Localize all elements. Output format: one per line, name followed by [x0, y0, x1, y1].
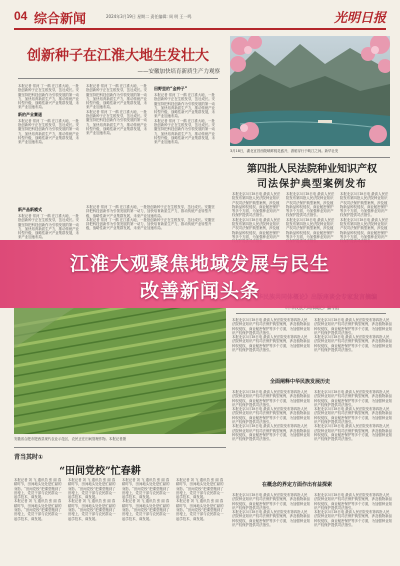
- divider: [232, 157, 390, 158]
- right-body-text: 本报北京3月18日电 最高人民法院发布第四批人民法院种业知识产权司法保护典型案例，涉及植物新品种权侵权、商业秘密保护等多个方面，为加强种业知识产权保护提供司法指引。: [314, 335, 392, 353]
- banner-line-1: 江淮大观聚焦地域发展与民生: [69, 253, 330, 275]
- history-column-1: [232, 390, 310, 476]
- right-body-text: 本报北京3月18日电 最高人民法院发布第四批人民法院种业知识产权司法保护典型案例，涉及植物新品种权侵权、商业秘密保护等多个方面，为加强种业知识产: [232, 217, 281, 239]
- feature-body-text: 本报记者 刘 飞 通讯员 张 丽 春耕时节，田间地头处处是忙碌的身影。“田间党校”把课堂搬到了田埂上，党员干部与农民群众一起学技术、谋发展。: [14, 499, 62, 521]
- lead-body-text: 本报记者 常河 丁一鹤 在江淮大地，一批批创新种子正在生根发芽，茁壮成长。安徽坚持把科技创新作为引领发展的第一动力，加快培育新质生产力，推动传统产业转型升级，战略性新兴产业集群发展，未来产业加速布局。: [86, 205, 215, 218]
- right-body-text: 本报北京3月18日电 最高人民法院发布第四批人民法院种业知识产权司法保护典型案例，涉及植物新品种权侵权、商业秘密保护等多个方面，为加强种业知识产权保护提供司法指引。: [314, 510, 392, 528]
- right-body-text: 本报北京3月18日电 最高人民法院发布第四批人民法院种业知识产权司法保护典型案例，涉及植物新品种权侵权、商业秘密保护等多个方面，为加强种业知识产权保护提供司法指引。: [314, 390, 392, 407]
- banner-line-2: 改善新闻头条: [139, 280, 260, 302]
- right-body-text: 本报北京3月18日电 最高人民法院发布第四批人民法院种业知识产权司法保护典型案例，涉及植物新品种权侵权、商业秘密保护等多个方面，为加强种业知识产权保护提供司法指引。: [314, 318, 392, 335]
- divider: [236, 313, 386, 314]
- feature-body-text: 本报记者 刘 飞 通讯员 张 丽 春耕时节，田间地头处处是忙碌的身影。“田间党校”把课堂搬到了田埂上，党员干部与农民群众一起学技术、谋发展。: [68, 499, 116, 521]
- forum-column-2: [314, 318, 392, 368]
- lead-column-2b: [86, 205, 218, 243]
- feature-column-4: [176, 478, 226, 560]
- lead-subtitle: ——安徽加快培育新质生产力观察: [137, 69, 220, 75]
- page-number: 04: [14, 9, 28, 23]
- right-body-text: 本报北京3月18日电 最高人民法院发布第四批人民法院种业知识产权司法保护典型案例，涉及植物新品种权侵权、商业秘密保护等多个方面，为加强种业知识产权保护提供司法指引。: [232, 192, 281, 218]
- feature-kicker: 青当其时①: [14, 454, 44, 461]
- right-body-text: 本报北京3月18日电 最高人民法院发布第四批人民法院种业知识产权司法保护典型案例，涉及植物新品种权侵权、商业秘密保护等多个方面，为加强种业知识产权保护提供司法指引。: [314, 407, 392, 425]
- right-body-text: 本报北京3月18日电 最高人民法院发布第四批人民法院种业知识产权司法保护典型案例，涉及植物新品种权侵权、商业秘密保护等多个方面，为加强种业知识产权保护提供司法指引。: [314, 493, 392, 510]
- right-body-text: 本报北京3月18日电 最高人民法院发布第四批人民法院种业知识产权司法保护典型案例，涉及植物新品种权侵权、商业秘密保护等多个方面，为加强种业知识产权保护提供司法指引。: [232, 318, 310, 335]
- lead-body-text: 本报记者 常河 丁一鹤 在江淮大地，一批批创新种子正在生根发芽，茁壮成长。安徽坚持把科技创新作为引领发展的第一动力，加快培育新质生产力，推动传统产业转型升级，战略性新兴产业集群发展，未来产业加速布局。: [18, 84, 80, 110]
- lead-subhead: 新的产业赛道: [18, 111, 42, 117]
- right-body-text: 本报北京3月18日电 最高人民法院发布第四批人民法院种业知识产权司法保护典型案例，涉及植物新品种权侵权、商业秘密保护等多个方面，为加强种业知识产: [340, 217, 389, 239]
- right-body-text: 本报北京3月18日电 最高人民法院发布第四批人民法院种业知识产权司法保护典型案例，涉及植物新品种权侵权、商业秘密保护等多个方面，为加强种业知识产权保护提供司法指引。: [340, 192, 389, 218]
- feature-column-1: [14, 478, 64, 560]
- right-body-text: 本报北京3月18日电 最高人民法院发布第四批人民法院种业知识产权司法保护典型案例，涉及植物新品种权侵权、商业秘密保护等多个方面，为加强种业知识产权保护提供司法指引。: [232, 335, 310, 353]
- feature-body-text: 本报记者 刘 飞 通讯员 张 丽 春耕时节，田间地头处处是忙碌的身影。“田间党校”把课堂搬到了田埂上，党员干部与农民群众一起学技术、谋发展。: [122, 499, 170, 521]
- right-body-text: 本报北京3月18日电 最高人民法院发布第四批人民法院种业知识产权司法保护典型案例，涉及植物新品种权侵权、商业秘密保护等多个方面，为加强种业知识产权保护提供司法指引。: [314, 424, 392, 442]
- concept-column-1: [232, 493, 310, 558]
- photo-caption: 3月18日，湖北宜昌西陵峡畔桃花盛开，游船穿行于峡江之间。新华社发: [230, 149, 339, 153]
- lead-column-3: [154, 84, 218, 204]
- lead-headline: 创新种子在江淮大地生发壮大: [27, 48, 209, 64]
- lead-column-2: [86, 84, 150, 204]
- feature-body-text: 本报记者 刘 飞 通讯员 张 丽 春耕时节，田间地头处处是忙碌的身影。“田间党校”把课堂搬到了田埂上，党员干部与农民群众一起学技术、谋发展。: [14, 478, 62, 500]
- feature-body-text: 本报记者 刘 飞 通讯员 张 丽 春耕时节，田间地头处处是忙碌的身影。“田间党校”把课堂搬到了田埂上，党员干部与农民群众一起学技术、谋发展。: [176, 499, 224, 521]
- dateline: 2024年3月19日 星期二 责任编辑: 周 明 王一鸣: [106, 14, 192, 19]
- right-body-text: 本报北京3月18日电 最高人民法院发布第四批人民法院种业知识产权司法保护典型案例，涉及植物新品种权侵权、商业秘密保护等多个方面，为加强种业知识产权保护提供司法指引。: [232, 510, 310, 528]
- feature-body-text: 本报记者 刘 飞 通讯员 张 丽 春耕时节，田间地头处处是忙碌的身影。“田间党校”把课堂搬到了田埂上，党员干部与农民群众一起学技术、谋发展。: [122, 478, 170, 500]
- lead-column-1b: [18, 205, 82, 243]
- page-header: [14, 6, 386, 30]
- right-headline-line-1: 第四批人民法院种业知识产权: [247, 164, 377, 175]
- divider: [14, 447, 226, 448]
- right-body-text: 本报北京3月18日电 最高人民法院发布第四批人民法院种业知识产权司法保护典型案例，涉及植物新品种权侵权、商业秘密保护等多个方面，为加强种业知识产权保护提供司法指引。: [232, 407, 310, 425]
- section-heading-concept: 在概念的界定方面作出有益探索: [262, 482, 333, 488]
- lead-subhead: 田野里的“金种子”: [154, 86, 188, 91]
- lead-body-text: 本报记者 常河 丁一鹤 在江淮大地，一批批创新种子正在生根发芽，茁壮成长。安徽坚持把科技创新作为引领发展的第一动力，加快培育新质生产力，推动传统产业转型升级，战略性新兴产业集群发展，未来产业加速布局。: [86, 217, 215, 231]
- section-title: 综合新闻: [34, 12, 87, 27]
- lead-column-1: [18, 84, 82, 204]
- lead-body-text: 本报记者 常河 丁一鹤 在江淮大地，一批批创新种子正在生根发芽，茁壮成长。安徽坚持把科技创新作为引领发展的第一动力，加快培育新质生产力，推动传统产业转型升级，战略性新兴产业集群发展，未来产业加速布局。: [18, 214, 80, 240]
- concept-column-2: [314, 493, 392, 558]
- masthead-logo: 光明日报: [333, 11, 386, 26]
- feature-column-3: [122, 478, 172, 560]
- right-body-text: 本报北京3月18日电 最高人民法院发布第四批人民法院种业知识产权司法保护典型案例，涉及植物新品种权侵权、商业秘密保护等多个方面，为加强种业知识产权保护提供司法指引。: [232, 424, 310, 442]
- lead-body-text: 本报记者 常河 丁一鹤 在江淮大地，一批批创新种子正在生根发芽，茁壮成长。安徽坚持把科技创新作为引领发展的第一动力，加快培育新质生产力，推动传统产业转型升级，战略性新兴产业集群发展，未来产业加速布局。: [86, 109, 148, 136]
- feature-body-text: 本报记者 刘 飞 通讯员 张 丽 春耕时节，田间地头处处是忙碌的身影。“田间党校”把课堂搬到了田埂上，党员干部与农民群众一起学技术、谋发展。: [176, 478, 224, 500]
- feature-body-text: 本报记者 刘 飞 通讯员 张 丽 春耕时节，田间地头处处是忙碌的身影。“田间党校”把课堂搬到了田埂上，党员干部与农民群众一起学技术、谋发展。: [68, 478, 116, 500]
- lead-body-text: 本报记者 常河 丁一鹤 在江淮大地，一批批创新种子正在生根发芽，茁壮成长。安徽坚持把科技创新作为引领发展的第一动力，加快培育新质生产力，推动传统产业转型升级，战略性新兴产业集群发展，未来产业加速布局。: [86, 84, 148, 110]
- right-headline-line-2: 司法保护典型案例发布: [257, 179, 367, 190]
- lead-body-text: 本报记者 常河 丁一鹤 在江淮大地，一批批创新种子正在生根发芽，茁壮成长。安徽坚持把科技创新作为引领发展的第一动力，加快培育新质生产力，推动传统产业转型升级，战略性新兴产业集群发展，未来产业加速布局。: [18, 118, 80, 145]
- lead-subhead: 新产品新模式: [18, 207, 42, 212]
- right-body-text: 本报北京3月18日电 最高人民法院发布第四批人民法院种业知识产权司法保护典型案例，涉及植物新品种权侵权、商业秘密保护等多个方面，为加强种业知识产: [286, 217, 335, 239]
- right-body-text: 本报北京3月18日电 最高人民法院发布第四批人民法院种业知识产权司法保护典型案例，涉及植物新品种权侵权、商业秘密保护等多个方面，为加强种业知识产权保护提供司法指引。: [232, 390, 310, 407]
- blossom-river-photo: [230, 36, 390, 146]
- history-column-2: [314, 390, 392, 476]
- divider: [18, 78, 218, 79]
- section-heading-history: 全面阐释中华民族发展历史: [270, 379, 331, 385]
- lead-body-text: 本报记者 常河 丁一鹤 在江淮大地，一批批创新种子正在生根发芽，茁壮成长。安徽坚持把科技创新作为引领发展的第一动力，加快培育新质生产力，推动传统产业转型升级，战略性新兴产业集群发展，未来产业加速布局。: [154, 93, 216, 119]
- photo-caption: 安徽省合肥市肥西县现代农业示范区，农民正在田间管理作物。本报记者摄: [14, 437, 126, 441]
- right-body-text: 本报北京3月18日电 最高人民法院发布第四批人民法院种业知识产权司法保护典型案例，涉及植物新品种权侵权、商业秘密保护等多个方面，为加强种业知识产权保护提供司法指引。: [286, 192, 335, 218]
- headline-banner: [0, 240, 400, 308]
- forum-column-1: [232, 318, 310, 368]
- right-body-text: 本报北京3月18日电 最高人民法院发布第四批人民法院种业知识产权司法保护典型案例，涉及植物新品种权侵权、商业秘密保护等多个方面，为加强种业知识产权保护提供司法指引。: [232, 493, 310, 510]
- farmland-aerial-photo: [14, 308, 226, 434]
- feature-column-2: [68, 478, 118, 560]
- feature-headline: “田间党校”忙春耕: [59, 466, 141, 477]
- lead-body-text: 本报记者 常河 丁一鹤 在江淮大地，一批批创新种子正在生根发芽，茁壮成长。安徽坚持把科技创新作为引领发展的第一动力，加快培育新质生产力，推动传统产业转型升级，战略性新兴产业集群发展，未来产业加速布局。: [154, 118, 216, 145]
